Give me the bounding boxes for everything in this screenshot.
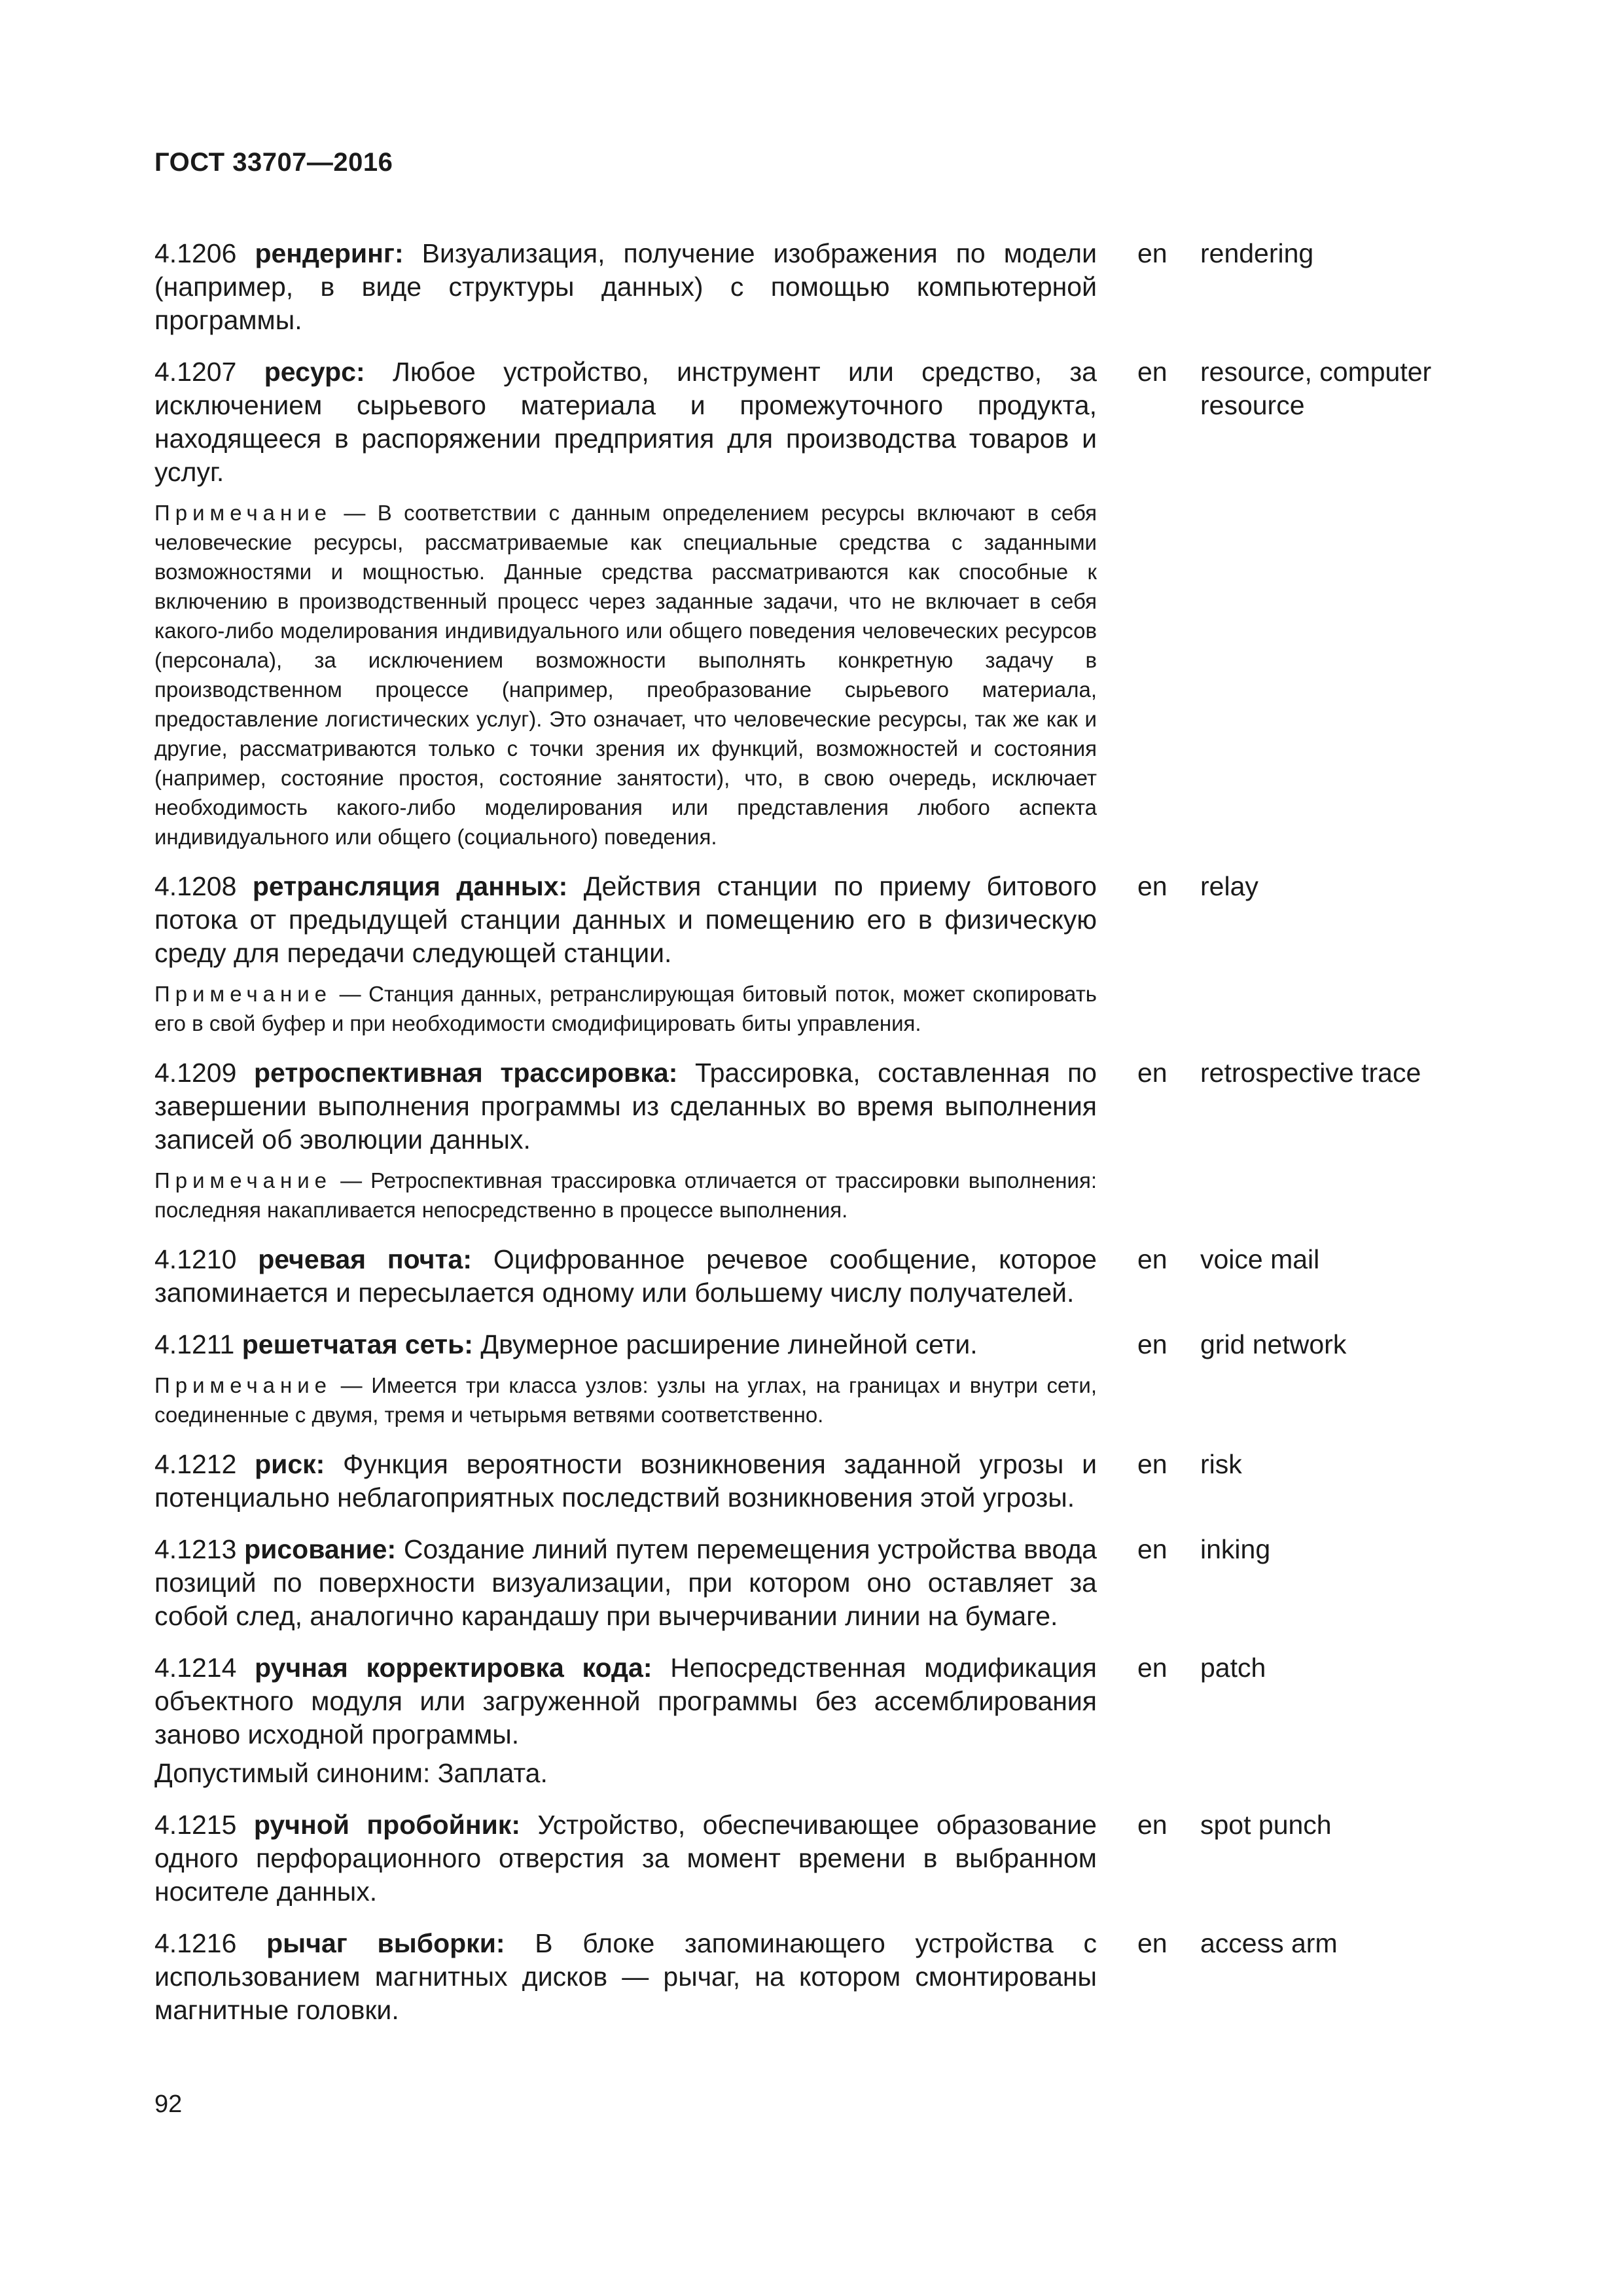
term-number: 4.1209 bbox=[154, 1058, 237, 1088]
terms-list bbox=[154, 237, 1470, 2045]
english-equivalent: inking bbox=[1200, 1534, 1271, 1564]
term-number: 4.1215 bbox=[154, 1810, 237, 1840]
term-entry bbox=[154, 237, 1470, 337]
note-label: Примечание bbox=[154, 1168, 332, 1193]
term-name: речевая почта: bbox=[258, 1244, 473, 1274]
term-text: Визуализация, получение изображения по модели (например, в виде структуры данных) с помощью компьютерной программы. bbox=[154, 238, 1097, 335]
english-equivalent: access arm bbox=[1200, 1928, 1338, 1958]
term-number: 4.1214 bbox=[154, 1653, 237, 1683]
english-equivalent: spot punch bbox=[1200, 1810, 1332, 1840]
term-number: 4.1216 bbox=[154, 1928, 237, 1958]
term-definition bbox=[154, 1448, 1097, 1515]
term-entry bbox=[154, 1056, 1470, 1225]
language-code: en bbox=[1137, 1810, 1168, 1840]
english-equivalent: patch bbox=[1200, 1653, 1266, 1683]
term-entry bbox=[154, 1243, 1470, 1310]
term-entry bbox=[154, 870, 1470, 1038]
note-text: — В соответствии с данным определением ресурсы включают в себя человеческие ресурсы, рассматриваемые как специальные средства с заданными возможностями и мощностью. Данные средства рассматриваются как способные к включению в производственный процесс через заданные задачи, что не включает в себя какого-либо моделирования индивидуального или общего поведения человеческих ресурсов (персонала), за исключением возможности выполнять конкретную задачу в производственном процессе (например, преобразование сырьевого материала, предоставление логистических услуг). Это означает, что человеческие ресурсы, так же как и другие, рассматриваются только с точки зрения их функций, возможностей и состояния (например, состояние простоя, состояние занятости), что, в свою очередь, исключает необходимость какого-либо моделирования или представления любого аспекта индивидуального или общего (социального) поведения. bbox=[154, 501, 1097, 849]
term-definition bbox=[154, 870, 1097, 970]
term-text: Непосредственная модификация объектного модуля или загруженной программы без ассемблирования заново исходной программы. bbox=[154, 1653, 1097, 1749]
term-definition bbox=[154, 1651, 1097, 1751]
term-text: Создание линий путем перемещения устройства ввода позиций по поверхности визуализации, при котором оно оставляет за собой след, аналогично карандашу при вычерчивании линии на бумаге. bbox=[154, 1534, 1097, 1631]
term-entry bbox=[154, 1448, 1470, 1515]
english-equivalent: risk bbox=[1200, 1449, 1242, 1479]
term-name: ретрансляция данных: bbox=[252, 871, 568, 901]
term-name: ручная корректировка кода: bbox=[255, 1653, 652, 1683]
term-name: рисование: bbox=[244, 1534, 397, 1564]
term-name: рычаг выборки: bbox=[266, 1928, 505, 1958]
term-definition bbox=[154, 1328, 1097, 1361]
term-name: ретроспективная трассировка: bbox=[253, 1058, 678, 1088]
term-entry bbox=[154, 1533, 1470, 1633]
term-number: 4.1213 bbox=[154, 1534, 237, 1564]
term-entry bbox=[154, 1328, 1470, 1429]
term-name: решетчатая сеть: bbox=[241, 1329, 473, 1359]
note-label: Примечание bbox=[154, 501, 332, 525]
language-code: en bbox=[1137, 1329, 1168, 1359]
term-number: 4.1210 bbox=[154, 1244, 237, 1274]
language-code: en bbox=[1137, 1244, 1168, 1274]
term-text: Трассировка, составленная по завершении выполнения программы из сделанных во время выполнения записей об эволюции данных. bbox=[154, 1058, 1097, 1155]
term-name: ручной пробойник: bbox=[253, 1810, 520, 1840]
term-definition bbox=[154, 1533, 1097, 1633]
language-code: en bbox=[1137, 357, 1168, 387]
term-definition bbox=[154, 355, 1097, 489]
term-text: Действия станции по приему битового потока от предыдущей станции данных и помещению его в физическую среду для передачи следующей станции. bbox=[154, 871, 1097, 968]
term-entry bbox=[154, 1808, 1470, 1909]
language-code: en bbox=[1137, 1534, 1168, 1564]
term-text: Любое устройство, инструмент или средство, за исключением сырьевого материала и промежуточного продукта, находящееся в распоряжении предприятия для производства товаров и услуг. bbox=[154, 357, 1097, 487]
term-note bbox=[154, 979, 1097, 1038]
term-text: Двумерное расширение линейной сети. bbox=[480, 1329, 978, 1359]
term-definition bbox=[154, 1808, 1097, 1909]
term-definition bbox=[154, 1243, 1097, 1310]
document-header: ГОСТ 33707—2016 bbox=[154, 148, 393, 177]
term-name: риск: bbox=[255, 1449, 325, 1479]
language-code: en bbox=[1137, 1653, 1168, 1683]
term-text: Оцифрованное речевое сообщение, которое запоминается и пересылается одному или большему числу получателей. bbox=[154, 1244, 1097, 1308]
language-code: en bbox=[1137, 1449, 1168, 1479]
page-number: 92 bbox=[154, 2090, 183, 2118]
term-entry bbox=[154, 1927, 1470, 2027]
term-entry bbox=[154, 1651, 1470, 1790]
language-code: en bbox=[1137, 871, 1168, 901]
term-text: В блоке запоминающего устройства с использованием магнитных дисков — рычаг, на котором смонтированы магнитные головки. bbox=[154, 1928, 1097, 2025]
term-definition bbox=[154, 237, 1097, 337]
note-text: — Ретроспективная трассировка отличается от трассировки выполнения: последняя накапливается непосредственно в процессе выполнения. bbox=[154, 1168, 1097, 1222]
term-number: 4.1208 bbox=[154, 871, 237, 901]
term-note bbox=[154, 1166, 1097, 1225]
english-equivalent: grid network bbox=[1200, 1329, 1347, 1359]
term-number: 4.1212 bbox=[154, 1449, 237, 1479]
term-note bbox=[154, 498, 1097, 852]
note-label: Примечание bbox=[154, 1373, 332, 1397]
language-code: en bbox=[1137, 238, 1168, 268]
note-text: — Имеется три класса узлов: узлы на углах, на границах и внутри сети, соединенные с двумя, тремя и четырьмя ветвями соответственно. bbox=[154, 1373, 1097, 1427]
allowed-synonym: Допустимый синоним: Заплата. bbox=[154, 1758, 548, 1788]
term-text: Устройство, обеспечивающее образование одного перфорационного отверстия за момент времени в выбранном носителе данных. bbox=[154, 1810, 1097, 1907]
term-note bbox=[154, 1371, 1097, 1429]
term-entry bbox=[154, 355, 1470, 852]
term-definition bbox=[154, 1056, 1097, 1157]
term-text: Функция вероятности возникновения заданной угрозы и потенциально неблагоприятных последствий возникновения этой угрозы. bbox=[154, 1449, 1097, 1513]
language-code: en bbox=[1137, 1928, 1168, 1958]
term-definition bbox=[154, 1927, 1097, 2027]
english-equivalent: relay bbox=[1200, 871, 1258, 901]
note-text: — Станция данных, ретранслирующая битовый поток, может скопировать его в свой буфер и при необходимости смодифицировать биты управления. bbox=[154, 982, 1097, 1035]
note-label: Примечание bbox=[154, 982, 332, 1006]
english-equivalent: resource, computer resource bbox=[1200, 357, 1432, 420]
term-name: ресурс: bbox=[264, 357, 365, 387]
term-name: рендеринг: bbox=[255, 238, 404, 268]
term-number: 4.1211 bbox=[154, 1329, 235, 1359]
english-equivalent: rendering bbox=[1200, 238, 1314, 268]
english-equivalent: voice mail bbox=[1200, 1244, 1320, 1274]
language-code: en bbox=[1137, 1058, 1168, 1088]
term-number: 4.1207 bbox=[154, 357, 237, 387]
english-equivalent: retrospective trace bbox=[1200, 1058, 1421, 1088]
term-number: 4.1206 bbox=[154, 238, 237, 268]
